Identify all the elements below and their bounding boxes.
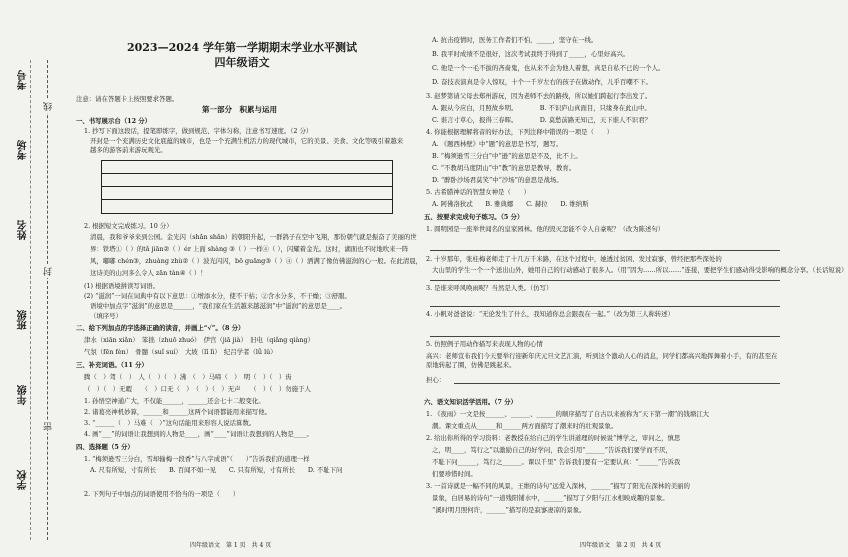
knowledge-2c: 不耻下问______，笃行之______。课以千里” 告诉我们要有一定要认真：“______”告诉我: [432, 458, 681, 466]
footer-left: 四年级语文 第 1 页 共 4 页: [190, 542, 272, 549]
label-school: 学校: [18, 470, 29, 490]
choice-3: 3. 赵梦第请父母去郑州游玩，因为老师不去的路线，所以她们跨起行李出发了。: [426, 92, 652, 100]
writing-grid[interactable]: [101, 160, 393, 214]
exam-subtitle: 四年级语文: [214, 56, 270, 69]
section-5: 五、按要求完成句子练习。（5 分）: [424, 213, 524, 221]
seal-feng: 封: [44, 267, 54, 276]
knowledge-3: 3. 一首诗就是一幅不同的风景，王维的诗句“远爱入深林，______”描写了阳光在深林的美丽的: [426, 482, 690, 490]
answer-line-4[interactable]: [430, 336, 780, 337]
answer-line-2[interactable]: [430, 280, 780, 281]
fill-2: 2. 诸葛亮神机妙算，______和______这两个词语都能用来描写他。: [84, 408, 272, 416]
sentence-2: 2. 十岁那年，张桂梅老师走了十几万千米路，在这个过程中，她透过贫困、发过寂寥，曾经把那些深处的: [426, 255, 722, 263]
choice-1-options: A. 尺有所短，寸有所长 B. 百闻不如一见 C. 只有所短，寸有所长 D. 不耻下问: [90, 466, 343, 474]
option-c: C. 他是一个一毛不拔的吝啬鬼，也从来不会为他人着想，真是自私不已的一个人。: [432, 64, 665, 72]
exam-title: 2023—2024 学年第一学期期末学业水平测试: [126, 41, 358, 54]
sub-q1: (1) 根据语境拼读写词语。: [84, 282, 159, 290]
sub-q2c: （填序号）: [90, 312, 122, 320]
sentence-5: 5. 仿照例子用动作描写来表现人物的心情: [426, 340, 543, 348]
section-1: 一、书写展示台（12 分）: [76, 117, 152, 125]
knowledge-2: 2. 给出你所得的学习资料：老教授在给自己的学生讲道理的时候说“博学之，审问之，慎思: [426, 434, 681, 442]
notice: 注意：请在答题卡上按照要求答题。: [76, 95, 179, 103]
choice-3-ab: A. 跟从今应白，月照故乡明。 B. 不识庐山真面目，只缘身在此山中。: [432, 104, 651, 112]
knowledge-3b: 景象，白居易的诗句“一道残阳铺水中，______”描写了夕阳与江水相映成趣的景象。: [432, 494, 669, 502]
binding-strip: [0, 0, 70, 557]
fill-4: 4. 画“___”的词语让我想到的人物是____，画“____”词语让我想到的人物是____。: [84, 430, 313, 438]
answer-line-1[interactable]: [430, 250, 780, 251]
section-3: 三、补充词语。（11 分）: [76, 361, 148, 369]
label-name: 姓名: [18, 220, 29, 240]
choice-2: 2. 下列句子中加点的词语使用不恰当的一项是（ ）: [84, 490, 240, 498]
section-2: 二、给下列加点的字选择正确的读音，并画上“√”。（8 分）: [76, 324, 245, 332]
option-b: B. 我平时成绩不是很好，这次考试我终于得到了_____，心里好高兴。: [432, 50, 630, 58]
label-class: 班级: [18, 310, 29, 330]
choice-4-b: B. “梅须逊雪三分白”中“逊”的意思是不及，比不上。: [432, 152, 582, 160]
sentence-5-example: 高兴：老师宣布我们今天要举行迎新年庆元旦文艺汇演，听到这个激动人心的消息，同学们都高兴地挥舞着小手，有的甚至在原地转起了圈，仿佛是跳起来。: [426, 352, 778, 369]
copy-text: 开封是一个充满历史文化底蕴的城市，也是一个充满生机活力的现代城市，它的美景、美食、文化等吸引着越来越多的游客前来游玩观光。: [90, 137, 404, 154]
label-grade: 年级: [18, 385, 29, 405]
sentence-2b: 大山里的学生一个一个送出山外，她用自己的行动感动了很多人。（用“因为……所以……”连接，要把学生们感动得受影响的概念分享。（长话短说）: [432, 266, 848, 274]
seal-line-inner: [47, 60, 48, 540]
passage-line-4: 这诗美的山河多么令人 zān tàn④（ ）！: [90, 269, 207, 277]
answer-line-5[interactable]: [454, 383, 780, 384]
label-exam-room: 考场: [18, 140, 29, 160]
reading-row-1: 津水（xiān xiǎn） 笨拙（zhuō zhuó） 伊宫（jiā jià） 旧电（qiǎng qiàng）: [84, 336, 314, 344]
label-exam-number: 考号: [18, 70, 29, 90]
knowledge-1b: 潮。课文重点从______和______两方面描写了潮来时的壮观景象。: [432, 422, 618, 430]
q1-1: 1. 抄写下面这段话，提笔即练字，做到规范、字体匀称，注意书写速度。（2 分）: [84, 127, 313, 135]
section-4: 四、选择题（5 分）: [76, 443, 134, 451]
sentence-4: 4. 小帆对爸爸说：“无论发生了什么，我知道你总会跟我在一起。”（改为第三人称转述）: [426, 310, 674, 318]
passage-line-3: 风，嘟嘟 chén③，zhuàng zhù②（ ）波光闪闪，bō guāng③（ ）④（ ）洒满了像仿佛滋润的心一般。在此清晨，: [90, 257, 423, 265]
passage-line-2: 界：铁塔①（ ）的tǎ jiān②（ ）ér 上面 shàng ③（ ）一样④（ ），闪耀着金光。这时，湖面也不时地吹来一阵: [90, 245, 409, 253]
knowledge-1: 1. 《夜雨》一文是按______、______、______的顺序描写了自古以来被称为“天下第一潮”的钱塘江大: [426, 410, 710, 418]
choice-4-a: A. 《题西林壁》中“题”的意思是书写，题写。: [432, 140, 563, 148]
answer-line-3[interactable]: [430, 306, 780, 307]
idiom-row-1: 腾（ ）驾（ ） 人（ ）（ ）沸 （ ）马啼（ ） 明（ ）（ ）齿: [84, 373, 292, 381]
seal-line-outer: [30, 60, 31, 540]
sub-q2b: 语境中加点字“滋润”的意思是______，“我们家在生活越来越滋润”中“滋润”的意思是____。: [90, 302, 347, 310]
seal-mi: 密: [44, 422, 54, 431]
choice-1: 1. “梅须逊雪三分白，雪却输梅一段香”与八字成语“（ ）”告诉我们的道理一样: [84, 455, 310, 463]
choice-4-d: D. “醉卧沙场君莫笑”中“沙场”的意思是战场。: [432, 176, 563, 184]
sub-q2: (2) “滋润”一词在词典中有以下意思：①增添水分，使不干枯；②含水分多，不干燥；③舒服。: [84, 292, 351, 300]
option-a: A. 抗击疫情时，医务工作者们不怕，_____，坚守在一线。: [432, 36, 598, 44]
footer-right: 四年级语文 第 2 页 共 4 页: [580, 542, 662, 549]
section-6: 六、语文知识活学活用。（7 分）: [424, 398, 517, 406]
q1-2: 2. 根据短文完成练习。10 分）: [84, 222, 173, 230]
passage-line-1: 清晨，我和爷爷来到公园。金光闪（shǎn shǎn）的朝阳升起，一群鸽子在空中飞翔，那份朝气就是振奋了美丽的世: [90, 233, 417, 241]
knowledge-2d: 们要珍惜时间。: [432, 470, 477, 478]
choice-3-cd: C. 谁言寸草心，报得三春晖。 D. 莫愁前路无知己，天下谁人不识君？: [432, 116, 651, 124]
knowledge-2b: 之，明____，笃行之”以激励自己的好学问，我会引用“______”告诉我们要学而不厌，: [432, 446, 672, 454]
choice-4-c: C. “不教胡马度阴山”中“教”的意思是教导，教育。: [432, 164, 576, 172]
fill-3: 3. “______（ ）马难（ ）”这句话能用来形容人说话算数。: [84, 419, 256, 427]
choice-4: 4. 你能根据理解将音的好办法，下列注释中错误的一项是（ ）: [426, 128, 614, 136]
part-title: 第一部分 积累与运用: [202, 105, 277, 114]
sentence-3: 3. 是谁来呼风唤雨呢？当然是人类。（仿写）: [426, 284, 553, 292]
knowledge-3c: “溪时明月照何许，______”描写的是寂寥凄凉的景象。: [432, 506, 586, 514]
idiom-row-2: （ ）（ ）无暇 （ ）口无（ ） （ ）（ ）无声 （ ）（ ）勿施于人: [84, 385, 311, 393]
choice-5-options: A. 阿佛洛狄忒 B. 雅典娜 C. 赫拉 D. 维纳斯: [432, 200, 589, 208]
reading-row-2: 气氛（fēn fèn） 骨髓（suǐ suí） 大坡（lǐ lì） 纪吕学者（lǚ lǔ）: [84, 348, 277, 356]
sentence-1: 1. 圆明园是一座举世闻名的皇家园林。他的毁灭怎能不令人自豪呢？（改为陈述句）: [426, 225, 665, 233]
sentence-5-worry: 担心：: [426, 376, 446, 384]
option-d: D. 奋技表演真是令人惊叹，十个一千岁左右的孩子在做动作，儿乎百嘲不下。: [432, 78, 652, 86]
fill-1: 1. 孙悟空神通广大，不仅能______，______还会七十二般变化。: [84, 397, 265, 405]
seal-xian: 线: [44, 102, 54, 111]
choice-5: 5. 古希腊神话的智慧女神是（ ）: [426, 188, 530, 196]
